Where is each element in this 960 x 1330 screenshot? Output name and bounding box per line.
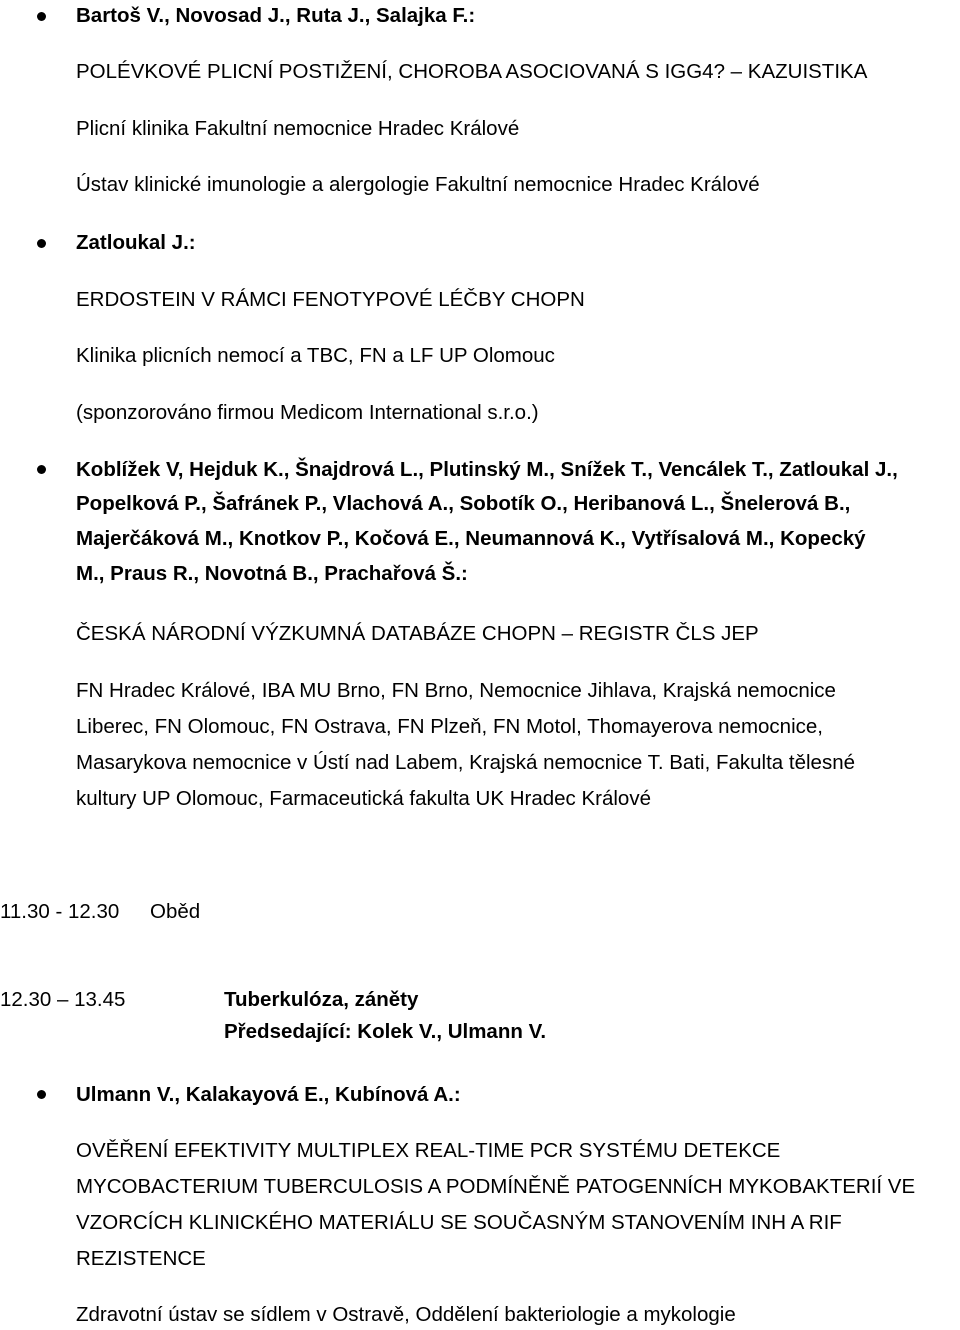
entry-4-affiliation: Zdravotní ústav se sídlem v Ostravě, Oddělení bakteriologie a mykologie <box>76 1303 736 1326</box>
entry-1-title: POLÉVKOVÉ PLICNÍ POSTIŽENÍ, CHOROBA ASOCIOVANÁ S IGG4? – KAZUISTIKA <box>76 60 868 83</box>
lunch-time: 11.30 - 12.30 <box>0 900 120 923</box>
entry-3-authors-line-2: Popelková P., Šafránek P., Vlachová A., Sobotík O., Heribanová L., Šnelerová B., <box>76 492 851 515</box>
entry-3-title: ČESKÁ NÁRODNÍ VÝZKUMNÁ DATABÁZE CHOPN – REGISTR ČLS JEP <box>76 622 759 645</box>
bullet-icon <box>37 465 46 474</box>
entry-1-affiliation-2: Ústav klinické imunologie a alergologie Fakultní nemocnice Hradec Králové <box>76 173 760 196</box>
bullet-icon <box>37 1090 46 1099</box>
entry-2-title: ERDOSTEIN V RÁMCI FENOTYPOVÉ LÉČBY CHOPN <box>76 288 585 311</box>
session-chairs: Předsedající: Kolek V., Ulmann V. <box>224 1020 547 1043</box>
entry-3-affiliation-line-2: Liberec, FN Olomouc, FN Ostrava, FN Plzeň, FN Motol, Thomayerova nemocnice, <box>76 715 823 738</box>
entry-3-authors-line-4: M., Praus R., Novotná B., Prachařová Š.: <box>76 562 468 585</box>
bullet-icon <box>37 12 46 21</box>
session-time: 12.30 – 13.45 <box>0 988 126 1011</box>
entry-2-affiliation-1: Klinika plicních nemocí a TBC, FN a LF UP Olomouc <box>76 344 555 367</box>
session-title: Tuberkulóza, záněty <box>224 988 419 1011</box>
entry-3-authors-line-3: Majerčáková M., Knotkov P., Kočová E., Neumannová K., Vytřísalová M., Kopecký <box>76 527 866 550</box>
entry-4-title-line-3: VZORCÍCH KLINICKÉHO MATERIÁLU SE SOUČASNÝM STANOVENÍM INH A RIF <box>76 1211 842 1234</box>
entry-3-affiliation-line-1: FN Hradec Králové, IBA MU Brno, FN Brno, Nemocnice Jihlava, Krajská nemocnice <box>76 679 836 702</box>
entry-3-affiliation-line-3: Masarykova nemocnice v Ústí nad Labem, Krajská nemocnice T. Bati, Fakulta tělesné <box>76 751 855 774</box>
entry-3-affiliation-line-4: kultury UP Olomouc, Farmaceutická fakulta UK Hradec Králové <box>76 787 651 810</box>
entry-3-authors-line-1: Koblížek V, Hejduk K., Šnajdrová L., Plutinský M., Snížek T., Vencálek T., Zatloukal J., <box>76 458 898 481</box>
entry-2-authors: Zatloukal J.: <box>76 231 196 254</box>
entry-4-title-line-2: MYCOBACTERIUM TUBERCULOSIS A PODMÍNĚNĚ PATOGENNÍCH MYKOBAKTERIÍ VE <box>76 1175 916 1198</box>
entry-1-authors: Bartoš V., Novosad J., Ruta J., Salajka F.: <box>76 4 476 27</box>
bullet-icon <box>37 239 46 248</box>
entry-4-title-line-4: REZISTENCE <box>76 1247 206 1270</box>
entry-4-authors: Ulmann V., Kalakayová E., Kubínová A.: <box>76 1083 461 1106</box>
entry-4-title-line-1: OVĚŘENÍ EFEKTIVITY MULTIPLEX REAL-TIME PCR SYSTÉMU DETEKCE <box>76 1139 781 1162</box>
entry-1-affiliation-1: Plicní klinika Fakultní nemocnice Hradec Králové <box>76 117 520 140</box>
lunch-label: Oběd <box>150 900 201 923</box>
entry-2-affiliation-2: (sponzorováno firmou Medicom International s.r.o.) <box>76 401 539 424</box>
